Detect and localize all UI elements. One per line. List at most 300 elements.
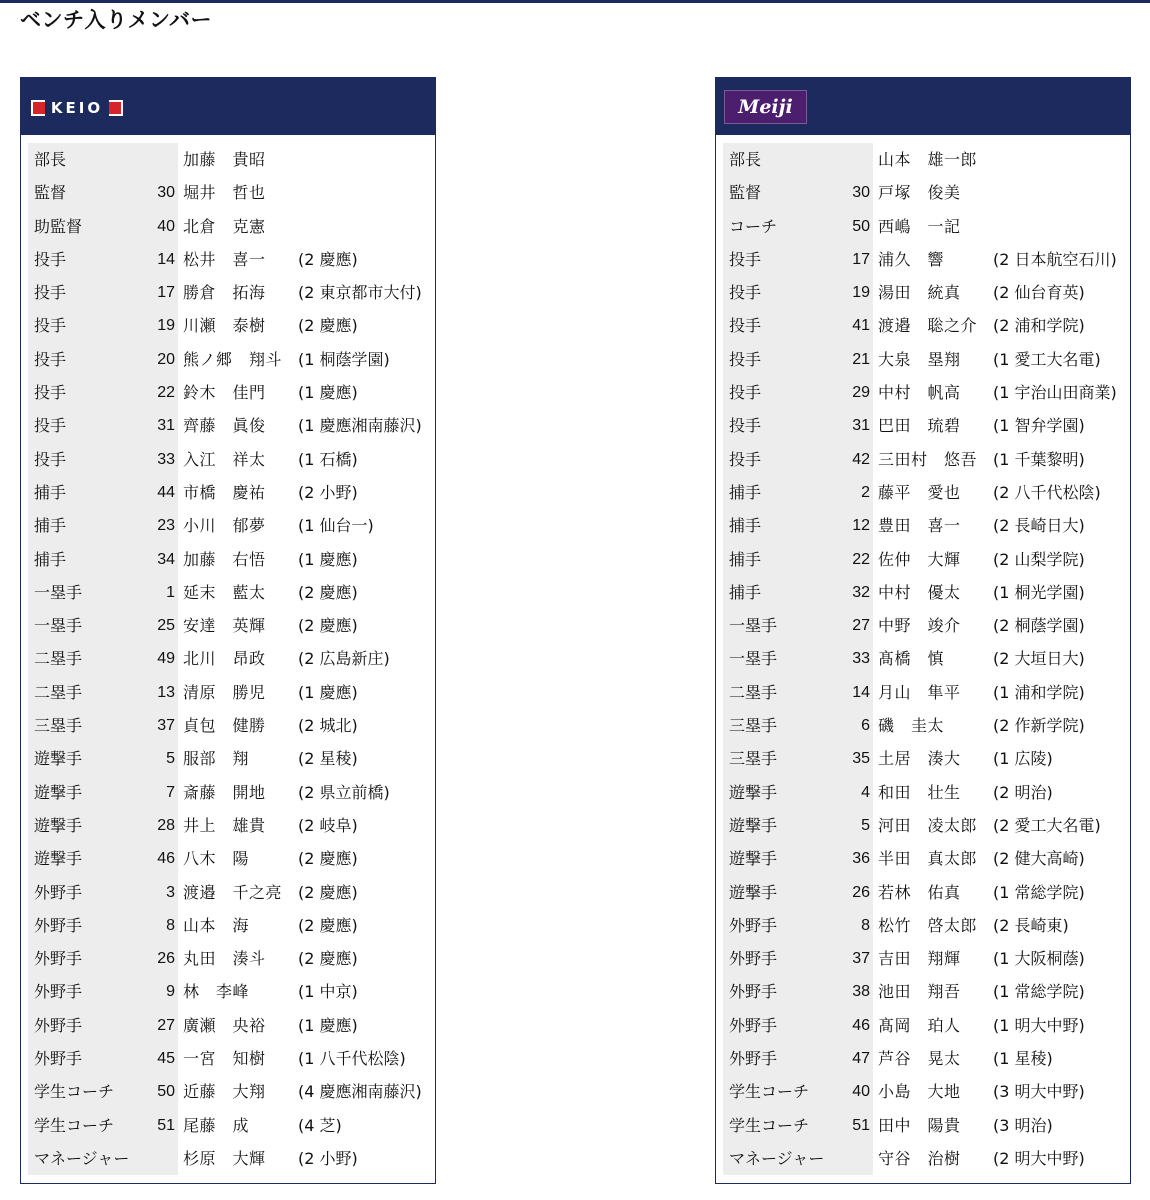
member-name: 吉田 翔輝 <box>878 949 961 969</box>
member-row <box>723 975 1125 1008</box>
member-number: 45 <box>157 1050 175 1068</box>
member-grade-school: (2 明治) <box>993 782 1053 802</box>
member-number: 40 <box>157 217 175 235</box>
member-grade-school: (1 慶應湘南藤沢) <box>298 416 422 436</box>
member-number: 14 <box>852 683 870 701</box>
member-name: 中村 帆高 <box>878 383 961 403</box>
member-number: 37 <box>852 950 870 968</box>
member-number: 50 <box>852 217 870 235</box>
member-position: 投手 <box>28 376 178 409</box>
member-position: 監督 <box>28 176 178 209</box>
member-position: 遊撃手 <box>28 809 178 842</box>
member-grade-school: (2 慶應) <box>298 915 358 935</box>
member-row <box>28 842 430 875</box>
member-position: 捕手 <box>28 509 178 542</box>
member-row <box>723 343 1125 376</box>
member-position: 投手 <box>28 443 178 476</box>
member-grade-school: (1 千葉黎明) <box>993 449 1085 469</box>
member-row <box>723 909 1125 942</box>
member-position: 外野手 <box>28 909 178 942</box>
member-row <box>723 309 1125 342</box>
member-position: 捕手 <box>723 509 873 542</box>
member-row <box>28 143 430 176</box>
member-grade-school: (2 日本航空石川) <box>993 249 1117 269</box>
member-row <box>723 576 1125 609</box>
member-number: 41 <box>852 317 870 335</box>
member-name: 尾藤 成 <box>183 1115 250 1135</box>
member-number: 19 <box>852 284 870 302</box>
member-name: 西嶋 一記 <box>878 216 961 236</box>
member-name: 守谷 治樹 <box>878 1148 961 1168</box>
member-grade-school: (1 慶應) <box>298 549 358 569</box>
member-number: 46 <box>852 1016 870 1034</box>
member-number: 51 <box>852 1116 870 1134</box>
member-grade-school: (2 慶應) <box>298 882 358 902</box>
member-name: 服部 翔 <box>183 749 250 769</box>
member-position: 一塁手 <box>723 609 873 642</box>
member-name: 大泉 塁翔 <box>878 349 961 369</box>
member-row <box>723 842 1125 875</box>
member-grade-school: (1 桐蔭学園) <box>298 349 390 369</box>
member-position: 外野手 <box>28 1042 178 1075</box>
member-grade-school: (1 宇治山田商業) <box>993 383 1117 403</box>
member-number: 12 <box>852 517 870 535</box>
keio-member-list <box>28 143 430 1175</box>
member-row <box>723 1109 1125 1142</box>
member-name: 入江 祥太 <box>183 449 266 469</box>
member-position: 外野手 <box>28 942 178 975</box>
member-number: 50 <box>157 1083 175 1101</box>
member-position: 学生コーチ <box>723 1075 873 1108</box>
member-name: 熊ノ郷 翔斗 <box>183 349 283 369</box>
member-number: 37 <box>157 717 175 735</box>
member-position: 遊撃手 <box>28 742 178 775</box>
member-position: 外野手 <box>723 1009 873 1042</box>
member-number: 7 <box>166 783 175 801</box>
member-grade-school: (1 星稜) <box>993 1049 1053 1069</box>
member-name: 川瀬 泰樹 <box>183 316 266 336</box>
member-position: 外野手 <box>28 876 178 909</box>
member-row <box>28 1075 430 1108</box>
member-row <box>723 443 1125 476</box>
member-row <box>723 809 1125 842</box>
member-position: マネージャー <box>28 1142 178 1175</box>
member-name: 巴田 琉碧 <box>878 416 961 436</box>
member-number: 21 <box>852 350 870 368</box>
member-position: 部長 <box>28 143 178 176</box>
member-number: 8 <box>166 916 175 934</box>
member-grade-school: (2 愛工大名電) <box>993 815 1101 835</box>
member-grade-school: (1 桐光学園) <box>993 582 1085 602</box>
member-name: 和田 壮生 <box>878 782 961 802</box>
member-grade-school: (2 慶應) <box>298 249 358 269</box>
member-name: 芦谷 晃太 <box>878 1049 961 1069</box>
member-grade-school: (2 長崎東) <box>993 915 1069 935</box>
member-name: 清原 勝児 <box>183 682 266 702</box>
member-name: 勝倉 拓海 <box>183 283 266 303</box>
member-name: 加藤 右悟 <box>183 549 266 569</box>
member-grade-school: (2 明大中野) <box>993 1148 1085 1168</box>
member-position: 遊撃手 <box>723 842 873 875</box>
member-row <box>723 243 1125 276</box>
member-row <box>723 176 1125 209</box>
member-name: 渡邉 千之亮 <box>183 882 283 902</box>
member-row <box>723 1075 1125 1108</box>
member-position: 投手 <box>28 409 178 442</box>
member-number: 6 <box>861 717 870 735</box>
keio-panel-header <box>21 78 435 135</box>
member-number: 46 <box>157 850 175 868</box>
member-row <box>28 343 430 376</box>
member-row <box>723 543 1125 576</box>
member-row <box>723 709 1125 742</box>
member-grade-school: (2 慶應) <box>298 616 358 636</box>
member-name: 堀井 哲也 <box>183 183 266 203</box>
member-grade-school: (1 常総学院) <box>993 882 1085 902</box>
member-name: 八木 陽 <box>183 849 250 869</box>
member-number: 26 <box>157 950 175 968</box>
member-grade-school: (1 石橋) <box>298 449 358 469</box>
member-name: 池田 翔吾 <box>878 982 961 1002</box>
member-number: 31 <box>157 417 175 435</box>
member-name: 北倉 克憲 <box>183 216 266 236</box>
member-number: 9 <box>166 983 175 1001</box>
member-name: 小川 郁夢 <box>183 516 266 536</box>
member-name: 小島 大地 <box>878 1082 961 1102</box>
member-number: 20 <box>157 350 175 368</box>
member-number: 2 <box>861 483 870 501</box>
member-number: 33 <box>852 650 870 668</box>
member-grade-school: (2 慶應) <box>298 582 358 602</box>
member-name: 廣瀬 央裕 <box>183 1015 266 1035</box>
member-position: 捕手 <box>723 543 873 576</box>
member-row <box>723 642 1125 675</box>
member-row <box>28 1109 430 1142</box>
member-name: 松井 喜一 <box>183 249 266 269</box>
member-number: 23 <box>157 517 175 535</box>
member-row <box>28 1042 430 1075</box>
member-position: 外野手 <box>723 942 873 975</box>
member-name: 渡邉 聡之介 <box>878 316 978 336</box>
member-number: 1 <box>166 583 175 601</box>
member-row <box>28 1009 430 1042</box>
member-position: 二塁手 <box>723 676 873 709</box>
member-grade-school: (2 小野) <box>298 1148 358 1168</box>
member-name: 藤平 愛也 <box>878 482 961 502</box>
member-grade-school: (2 慶應) <box>298 949 358 969</box>
member-position: 監督 <box>723 176 873 209</box>
member-name: 延末 藍太 <box>183 582 266 602</box>
member-name: 松竹 啓太郎 <box>878 915 978 935</box>
member-name: 月山 隼平 <box>878 682 961 702</box>
member-row <box>723 1042 1125 1075</box>
member-position: 三塁手 <box>28 709 178 742</box>
member-position: 投手 <box>723 376 873 409</box>
member-row <box>723 210 1125 243</box>
member-number: 19 <box>157 317 175 335</box>
member-position: 学生コーチ <box>723 1109 873 1142</box>
member-number: 13 <box>157 683 175 701</box>
member-row <box>28 576 430 609</box>
member-grade-school: (1 常総学院) <box>993 982 1085 1002</box>
member-row <box>723 276 1125 309</box>
meiji-logo: Meiji <box>724 90 807 124</box>
member-position: 投手 <box>28 309 178 342</box>
member-name: 湯田 統真 <box>878 283 961 303</box>
member-row <box>28 909 430 942</box>
member-position: 外野手 <box>28 975 178 1008</box>
member-grade-school: (2 長崎日大) <box>993 516 1085 536</box>
page-title: ベンチ入りメンバー <box>20 8 213 32</box>
member-position: 捕手 <box>723 576 873 609</box>
member-number: 29 <box>852 384 870 402</box>
member-grade-school: (2 星稜) <box>298 749 358 769</box>
member-name: 田中 陽貴 <box>878 1115 961 1135</box>
member-row <box>28 975 430 1008</box>
member-grade-school: (1 慶應) <box>298 1015 358 1035</box>
member-position: 学生コーチ <box>28 1109 178 1142</box>
member-grade-school: (1 中京) <box>298 982 358 1002</box>
member-name: 齊藤 眞俊 <box>183 416 266 436</box>
member-name: 斎藤 開地 <box>183 782 266 802</box>
member-name: 髙岡 珀人 <box>878 1015 961 1035</box>
member-position: 一塁手 <box>28 576 178 609</box>
member-row <box>28 776 430 809</box>
member-row <box>28 709 430 742</box>
member-row <box>28 809 430 842</box>
member-grade-school: (4 慶應湘南藤沢) <box>298 1082 422 1102</box>
member-grade-school: (3 明大中野) <box>993 1082 1085 1102</box>
member-row <box>28 276 430 309</box>
member-number: 22 <box>157 384 175 402</box>
member-row <box>28 443 430 476</box>
member-grade-school: (2 県立前橋) <box>298 782 390 802</box>
member-grade-school: (2 浦和学院) <box>993 316 1085 336</box>
member-grade-school: (2 慶應) <box>298 849 358 869</box>
member-name: 貞包 健勝 <box>183 716 266 736</box>
member-position: 外野手 <box>723 909 873 942</box>
member-row <box>723 476 1125 509</box>
member-row <box>28 876 430 909</box>
member-name: 鈴木 佳門 <box>183 383 266 403</box>
member-number: 27 <box>157 1016 175 1034</box>
member-name: 戸塚 俊美 <box>878 183 961 203</box>
member-grade-school: (2 作新学院) <box>993 716 1085 736</box>
member-name: 井上 雄貴 <box>183 815 266 835</box>
member-position: 二塁手 <box>28 676 178 709</box>
member-grade-school: (1 明大中野) <box>993 1015 1085 1035</box>
member-row <box>28 543 430 576</box>
member-row <box>28 942 430 975</box>
member-row <box>723 409 1125 442</box>
member-position: 投手 <box>28 276 178 309</box>
member-number: 3 <box>166 883 175 901</box>
member-number: 33 <box>157 450 175 468</box>
member-number: 51 <box>157 1116 175 1134</box>
member-row <box>28 409 430 442</box>
top-border <box>0 0 1150 3</box>
member-name: 安達 英輝 <box>183 616 266 636</box>
member-position: 投手 <box>723 276 873 309</box>
member-name: 杉原 大輝 <box>183 1148 266 1168</box>
member-position: 学生コーチ <box>28 1075 178 1108</box>
member-number: 4 <box>861 783 870 801</box>
member-name: 近藤 大翔 <box>183 1082 266 1102</box>
member-row <box>28 676 430 709</box>
member-name: 土居 湊大 <box>878 749 961 769</box>
member-row <box>723 1142 1125 1175</box>
member-name: 若林 佑真 <box>878 882 961 902</box>
member-number: 8 <box>861 916 870 934</box>
member-number: 31 <box>852 417 870 435</box>
member-name: 加藤 貴昭 <box>183 150 266 169</box>
member-position: 三塁手 <box>723 742 873 775</box>
member-number: 38 <box>852 983 870 1001</box>
member-row <box>723 376 1125 409</box>
member-grade-school: (2 城北) <box>298 716 358 736</box>
member-position: 投手 <box>723 443 873 476</box>
member-row <box>723 742 1125 775</box>
member-number: 30 <box>157 184 175 202</box>
member-number: 27 <box>852 617 870 635</box>
member-position: 二塁手 <box>28 642 178 675</box>
member-grade-school: (3 明治) <box>993 1115 1053 1135</box>
member-row <box>723 776 1125 809</box>
member-name: 丸田 湊斗 <box>183 949 266 969</box>
member-name: 山本 雄一郎 <box>878 150 978 169</box>
keio-roster-panel <box>20 77 436 1184</box>
member-grade-school: (1 愛工大名電) <box>993 349 1101 369</box>
member-grade-school: (4 芝) <box>298 1115 342 1135</box>
member-grade-school: (2 岐阜) <box>298 815 358 835</box>
member-number: 36 <box>852 850 870 868</box>
member-position: 遊撃手 <box>28 842 178 875</box>
member-row <box>28 642 430 675</box>
member-grade-school: (2 桐蔭学園) <box>993 616 1085 636</box>
member-grade-school: (1 八千代松陰) <box>298 1049 406 1069</box>
member-name: 三田村 悠吾 <box>878 449 978 469</box>
member-number: 42 <box>852 450 870 468</box>
member-name: 佐仲 大輝 <box>878 549 961 569</box>
member-name: 髙橋 慎 <box>878 649 945 669</box>
member-position: 遊撃手 <box>723 776 873 809</box>
member-name: 市橋 慶祐 <box>183 482 266 502</box>
member-row <box>723 876 1125 909</box>
member-grade-school: (2 仙台育英) <box>993 283 1085 303</box>
member-row <box>28 243 430 276</box>
member-position: 投手 <box>723 409 873 442</box>
member-name: 磯 圭太 <box>878 716 945 736</box>
member-row <box>28 609 430 642</box>
member-number: 28 <box>157 816 175 834</box>
member-name: 中村 優太 <box>878 582 961 602</box>
member-position: 投手 <box>723 243 873 276</box>
member-position: 遊撃手 <box>723 809 873 842</box>
member-position: 外野手 <box>723 975 873 1008</box>
member-row <box>28 309 430 342</box>
member-number: 5 <box>861 816 870 834</box>
meiji-member-list <box>723 143 1125 1175</box>
member-grade-school: (2 小野) <box>298 482 358 502</box>
member-name: 山本 海 <box>183 915 250 935</box>
member-position: 捕手 <box>723 476 873 509</box>
member-number: 35 <box>852 750 870 768</box>
member-number: 17 <box>157 284 175 302</box>
member-grade-school: (2 東京都市大付) <box>298 283 422 303</box>
member-name: 林 李峰 <box>183 982 250 1002</box>
member-row <box>723 509 1125 542</box>
member-position: 遊撃手 <box>723 876 873 909</box>
meiji-roster-panel <box>715 77 1131 1184</box>
member-grade-school: (2 慶應) <box>298 316 358 336</box>
member-grade-school: (2 大垣日大) <box>993 649 1085 669</box>
member-number: 34 <box>157 550 175 568</box>
member-row <box>28 1142 430 1175</box>
member-position: 投手 <box>28 243 178 276</box>
member-grade-school: (1 浦和学院) <box>993 682 1085 702</box>
member-row <box>28 210 430 243</box>
member-position: 一塁手 <box>28 609 178 642</box>
member-position: 遊撃手 <box>28 776 178 809</box>
member-grade-school: (1 仙台一) <box>298 516 374 536</box>
member-number: 47 <box>852 1050 870 1068</box>
member-position: 一塁手 <box>723 642 873 675</box>
meiji-panel-header <box>716 78 1130 135</box>
member-grade-school: (2 健大高崎) <box>993 849 1085 869</box>
member-grade-school: (2 広島新庄) <box>298 649 390 669</box>
member-position: 投手 <box>28 343 178 376</box>
member-number: 14 <box>157 250 175 268</box>
member-row <box>28 742 430 775</box>
member-row <box>723 1009 1125 1042</box>
member-grade-school: (1 智弁学園) <box>993 416 1085 436</box>
member-number: 5 <box>166 750 175 768</box>
keio-logo: KEIO <box>31 100 123 116</box>
member-number: 25 <box>157 617 175 635</box>
member-grade-school: (1 慶應) <box>298 682 358 702</box>
member-row <box>723 609 1125 642</box>
member-row <box>723 676 1125 709</box>
member-row <box>723 942 1125 975</box>
member-row <box>28 509 430 542</box>
member-name: 半田 真太郎 <box>878 849 978 869</box>
member-row <box>28 376 430 409</box>
member-name: 浦久 響 <box>878 249 945 269</box>
member-position: 助監督 <box>28 210 178 243</box>
member-grade-school: (1 広陵) <box>993 749 1053 769</box>
member-grade-school: (1 大阪桐蔭) <box>993 949 1085 969</box>
member-position: 捕手 <box>28 476 178 509</box>
member-name: 一宮 知樹 <box>183 1049 266 1069</box>
member-row <box>28 476 430 509</box>
member-position: 外野手 <box>28 1009 178 1042</box>
member-position: 投手 <box>723 343 873 376</box>
member-row <box>28 176 430 209</box>
member-position: マネージャー <box>723 1142 873 1175</box>
member-number: 22 <box>852 550 870 568</box>
member-number: 30 <box>852 184 870 202</box>
member-number: 40 <box>852 1083 870 1101</box>
member-number: 44 <box>157 483 175 501</box>
member-grade-school: (1 慶應) <box>298 383 358 403</box>
member-name: 河田 凌太郎 <box>878 815 978 835</box>
member-position: 捕手 <box>28 543 178 576</box>
member-number: 32 <box>852 583 870 601</box>
member-position: 部長 <box>723 143 873 176</box>
member-position: 三塁手 <box>723 709 873 742</box>
member-number: 17 <box>852 250 870 268</box>
member-name: 北川 昂政 <box>183 649 266 669</box>
